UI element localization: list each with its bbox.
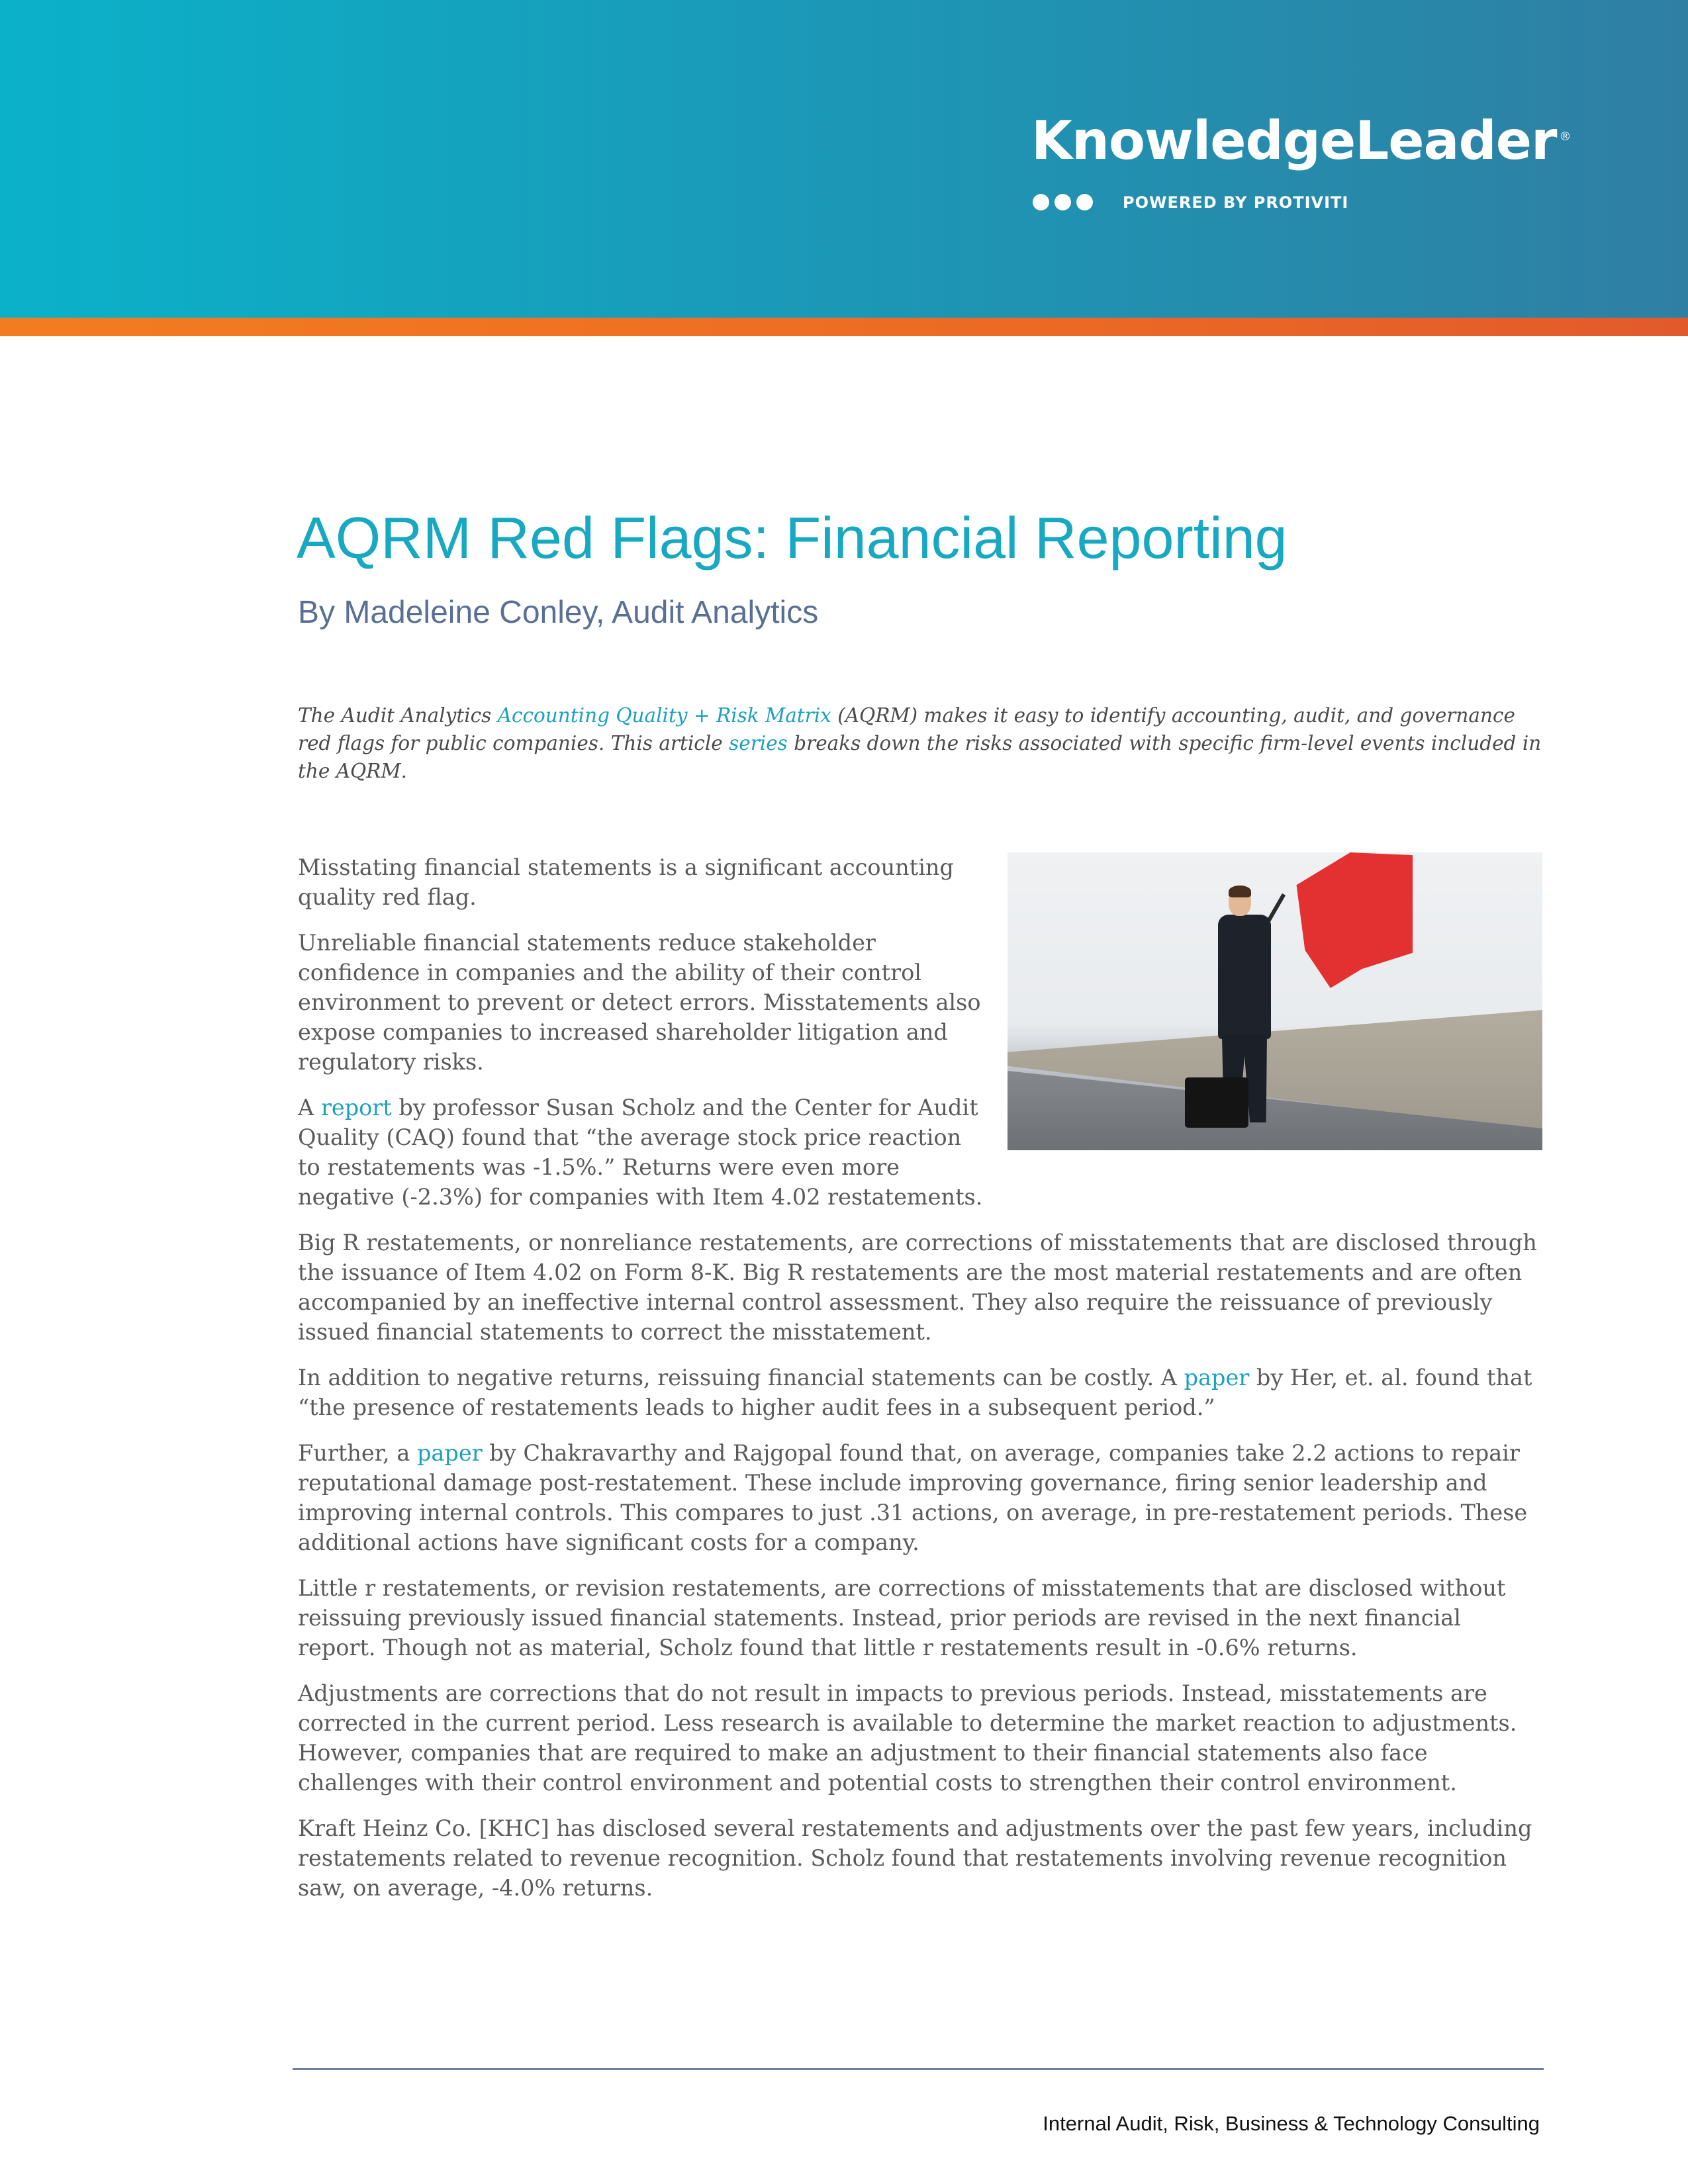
red-flag-businessman-photo bbox=[1008, 852, 1542, 1150]
briefcase-icon bbox=[1185, 1077, 1248, 1128]
article-title: AQRM Red Flags: Financial Reporting bbox=[297, 505, 1288, 570]
aqrm-link[interactable]: Accounting Quality + Risk Matrix bbox=[497, 704, 831, 727]
intro-text-3: breaks down the risks associated with specific firm-level events included in the AQRM. bbox=[298, 732, 1542, 782]
dot-icon bbox=[1033, 194, 1049, 210]
businessman-suit bbox=[1218, 915, 1271, 1039]
paragraph-8: Adjustments are corrections that do not result in impacts to previous periods. Instead, misstatements are corrected in the current period. Less research is available to determine the market reaction to adjustments. However, companies that are required to make an adjustment to their financial statements also face challenges with their control environment and potential costs to strengthen their control environment. bbox=[298, 1680, 1517, 1796]
paragraph-1: Misstating financial statements is a significant accounting quality red flag. bbox=[298, 854, 954, 910]
paper-link-her[interactable]: paper bbox=[1184, 1365, 1250, 1390]
paragraph-5-text-b: by Her, et. al. found that “the presence of restatements leads to higher audit fees in a subsequent period.” bbox=[298, 1365, 1532, 1420]
dot-icon bbox=[1076, 194, 1093, 210]
registered-mark: ® bbox=[1559, 130, 1571, 144]
paragraph-4: Big R restatements, or nonreliance restatements, are corrections of misstatements that are disclosed through the issuance of Item 4.02 on Form 8-K. Big R restatements are the most material restatements and are often accompanied by an ineffective internal control assessment. They also require the reissuance of previously issued financial statements to correct the misstatement. bbox=[298, 1230, 1537, 1345]
intro-text-1: The Audit Analytics bbox=[298, 704, 498, 727]
red-flag-icon bbox=[1271, 852, 1413, 988]
header-accent-stripe bbox=[0, 318, 1688, 336]
paper-link-chakravarthy[interactable]: paper bbox=[416, 1440, 483, 1466]
series-link[interactable]: series bbox=[729, 732, 788, 754]
article-byline: By Madeleine Conley, Audit Analytics bbox=[298, 595, 819, 630]
paragraph-7: Little r restatements, or revision restatements, are corrections of misstatements that are disclosed without reissuing previously issued financial statements. Instead, prior periods are revised in the next financial report. Though not as material, Scholz found that little r restatements result in -0.6% returns. bbox=[298, 1575, 1506, 1661]
powered-by-tagline: POWERED BY PROTIVITI bbox=[1123, 193, 1349, 212]
article-body bbox=[298, 852, 1542, 1919]
logo-text: KnowledgeLeader bbox=[1031, 110, 1557, 171]
paragraph-5 bbox=[298, 1363, 1542, 1422]
paragraph-6-text-a: Further, a bbox=[298, 1440, 417, 1466]
paragraph-2: Unreliable financial statements reduce stakeholder confidence in companies and the ability of their control environment to prevent or detect errors. Misstatements also expose companies to increased shareholder litigation and regulatory risks. bbox=[298, 930, 981, 1075]
businessman-hair bbox=[1229, 886, 1251, 897]
report-link[interactable]: report bbox=[320, 1095, 392, 1120]
knowledgeleader-logo[interactable] bbox=[1031, 110, 1570, 171]
paragraph-3-text-a: A bbox=[298, 1095, 321, 1120]
footer-tagline: Internal Audit, Risk, Business & Technology Consulting bbox=[1043, 2112, 1540, 2135]
paragraph-6-text-b: by Chakravarthy and Rajgopal found that, on average, companies take 2.2 actions to repair reputational damage post-restatement. These include improving governance, firing senior leadership and improving internal controls. This compares to just .31 actions, on average, in pre-restatement periods. These additional actions have significant costs for a company. bbox=[298, 1440, 1528, 1555]
intro-text-2: (AQRM) makes it easy to identify accounting, audit, and governance red flags for public companies. This article bbox=[298, 704, 1515, 754]
paragraph-5-text-a: In addition to negative returns, reissuing financial statements can be costly. A bbox=[298, 1365, 1184, 1390]
paragraph-6 bbox=[298, 1438, 1542, 1557]
article-intro bbox=[298, 702, 1549, 785]
footer-divider bbox=[293, 2068, 1544, 2070]
paragraph-3-text-b: by professor Susan Scholz and the Center for Audit Quality (CAQ) found that “the average stock price reaction to restatements was -1.5%.” Returns were even more negative (-2.3%) for companies with Item 4.02 restatements. bbox=[298, 1095, 983, 1210]
dot-icon bbox=[1055, 194, 1071, 210]
logo-dots-icon bbox=[1033, 194, 1093, 210]
paragraph-9: Kraft Heinz Co. [KHC] has disclosed several restatements and adjustments over the past few years, including restatements related to revenue recognition. Scholz found that restatements involving revenue recognition saw, on average, -4.0% returns. bbox=[298, 1815, 1532, 1901]
